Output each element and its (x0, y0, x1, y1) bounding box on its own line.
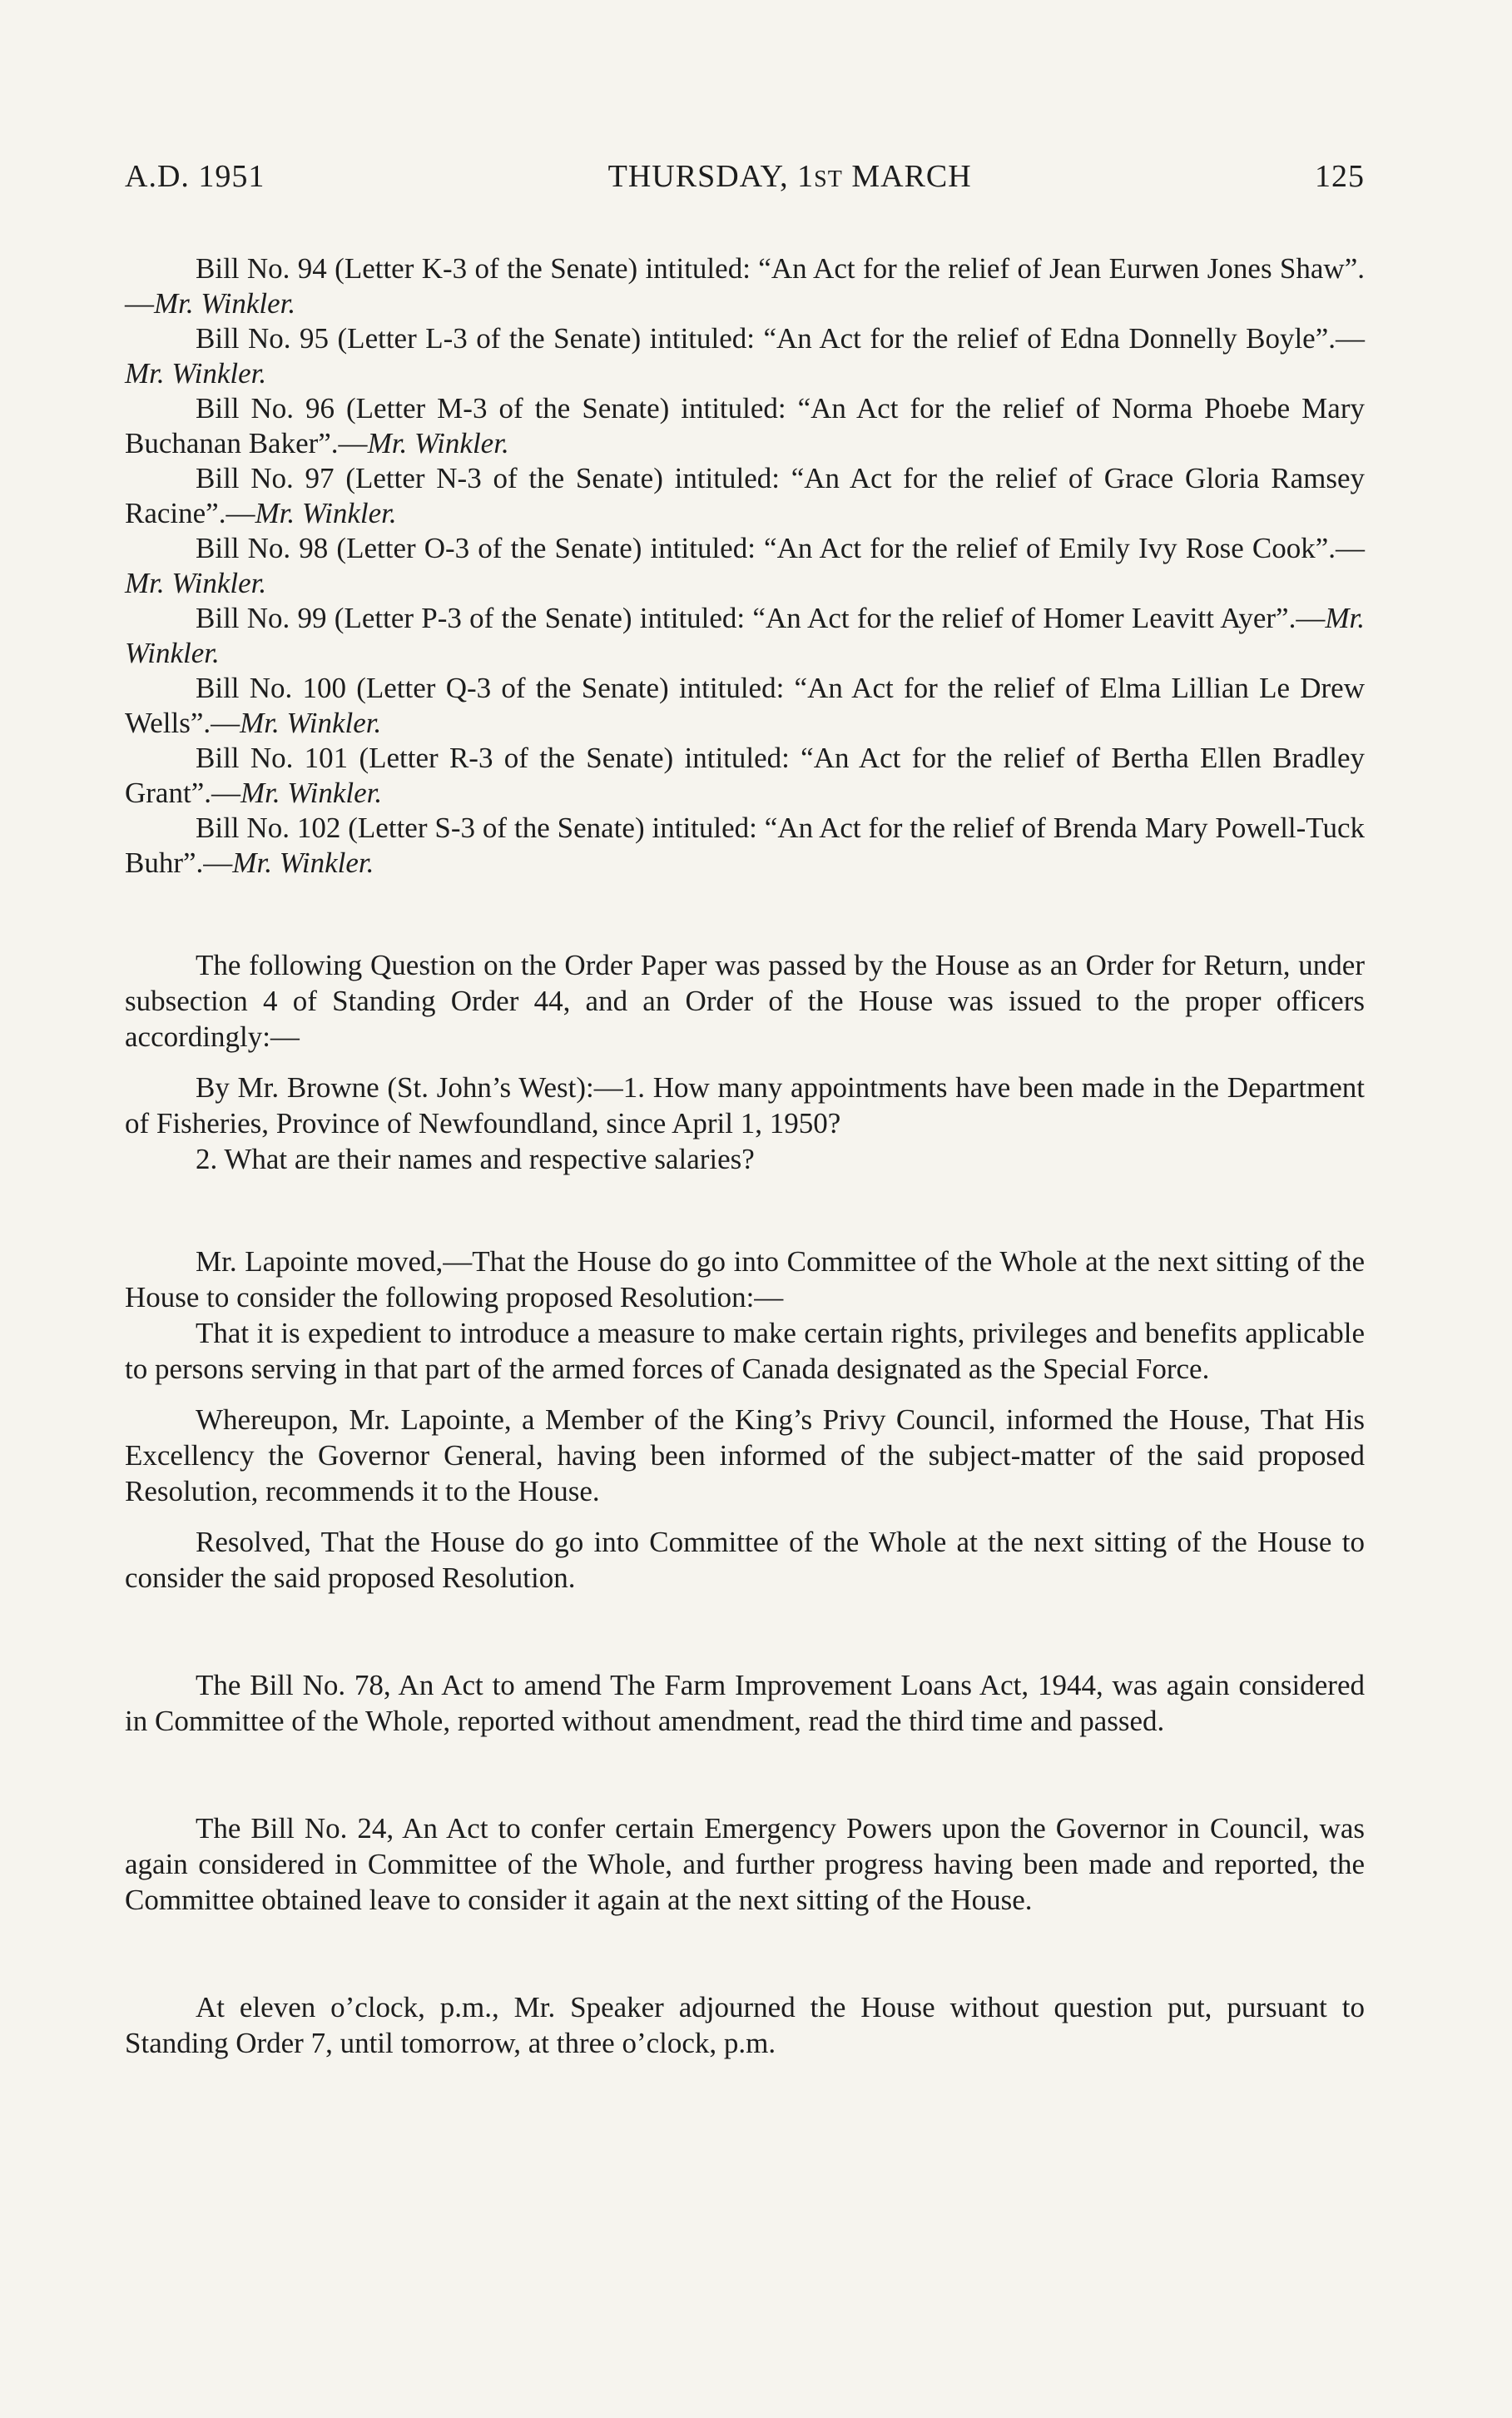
bill-entry: Bill No. 98 (Letter O-3 of the Senate) intituled: “An Act for the relief of Emily Ivy Rose Cook”.—Mr. Winkler. (125, 532, 1365, 599)
resolution-motion: Mr. Lapointe moved,—That the House do go into Committee of the Whole at the next sitting of the House to consider the following proposed Resolution:— (125, 1245, 1365, 1313)
page-header (125, 158, 1365, 195)
bills-list (125, 251, 1365, 881)
bill-entry: Bill No. 99 (Letter P-3 of the Senate) intituled: “An Act for the relief of Homer Leavitt Ayer”.—Mr. Winkler. (125, 602, 1365, 669)
adjournment-paragraph: At eleven o’clock, p.m., Mr. Speaker adjourned the House without question put, pursuant to Standing Order 7, until tomorrow, at three o’clock, p.m. (125, 1991, 1365, 2059)
bill-24-paragraph: The Bill No. 24, An Act to confer certain Emergency Powers upon the Governor in Council, was again considered in Committee of the Whole, and further progress having been made and reported, the Committee obtained leave to consider it again at the next sitting of the House. (125, 1812, 1365, 1916)
question-1: By Mr. Browne (St. John’s West):—1. How many appointments have been made in the Department of Fisheries, Province of Newfoundland, since April 1, 1950? (125, 1071, 1365, 1139)
journal-page (125, 158, 1365, 2061)
page-number: 125 (1314, 159, 1365, 194)
bill-entry: Bill No. 101 (Letter R-3 of the Senate) intituled: “An Act for the relief of Bertha Ellen Bradley Grant”.—Mr. Winkler. (125, 742, 1365, 809)
resolution-section (125, 1244, 1365, 1596)
question-intro: The following Question on the Order Paper was passed by the House as an Order for Return, under subsection 4 of Standing Order 44, and an Order of the House was issued to the proper officers accordingly:— (125, 949, 1365, 1053)
bill-entry: Bill No. 97 (Letter N-3 of the Senate) intituled: “An Act for the relief of Grace Gloria Ramsey Racine”.—Mr. Winkler. (125, 462, 1365, 529)
year-label: A.D. 1951 (125, 159, 265, 194)
bill-78-paragraph: The Bill No. 78, An Act to amend The Farm Improvement Loans Act, 1944, was again considered in Committee of the Whole, reported without amendment, read the third time and passed. (125, 1669, 1365, 1737)
order-for-return-section (125, 947, 1365, 1177)
bill-entry: Bill No. 95 (Letter L-3 of the Senate) intituled: “An Act for the relief of Edna Donnelly Boyle”.—Mr. Winkler. (125, 322, 1365, 390)
date-heading: THURSDAY, 1ST MARCH (607, 159, 972, 194)
bill-entry: Bill No. 96 (Letter M-3 of the Senate) intituled: “An Act for the relief of Norma Phoebe Mary Buchanan Baker”.—Mr. Winkler. (125, 392, 1365, 459)
resolution-recommendation: Whereupon, Mr. Lapointe, a Member of the King’s Privy Council, informed the House, That His Excellency the Governor General, having been informed of the subject-matter of the said proposed Resolution, recommends it to the House. (125, 1403, 1365, 1507)
bill-entry: Bill No. 100 (Letter Q-3 of the Senate) intituled: “An Act for the relief of Elma Lillian Le Drew Wells”.—Mr. Winkler. (125, 672, 1365, 739)
resolution-resolved: Resolved, That the House do go into Committee of the Whole at the next sitting of the House to consider the said proposed Resolution. (125, 1526, 1365, 1594)
question-2: 2. What are their names and respective salaries? (196, 1143, 755, 1175)
bill-entry: Bill No. 102 (Letter S-3 of the Senate) intituled: “An Act for the relief of Brenda Mary Powell-Tuck Buhr”.—Mr. Winkler. (125, 812, 1365, 879)
resolution-text: That it is expedient to introduce a measure to make certain rights, privileges and benefits applicable to persons serving in that part of the armed forces of Canada designated as the Special Force. (125, 1317, 1365, 1385)
bill-entry: Bill No. 94 (Letter K-3 of the Senate) intituled: “An Act for the relief of Jean Eurwen Jones Shaw”.—Mr. Winkler. (125, 252, 1365, 320)
